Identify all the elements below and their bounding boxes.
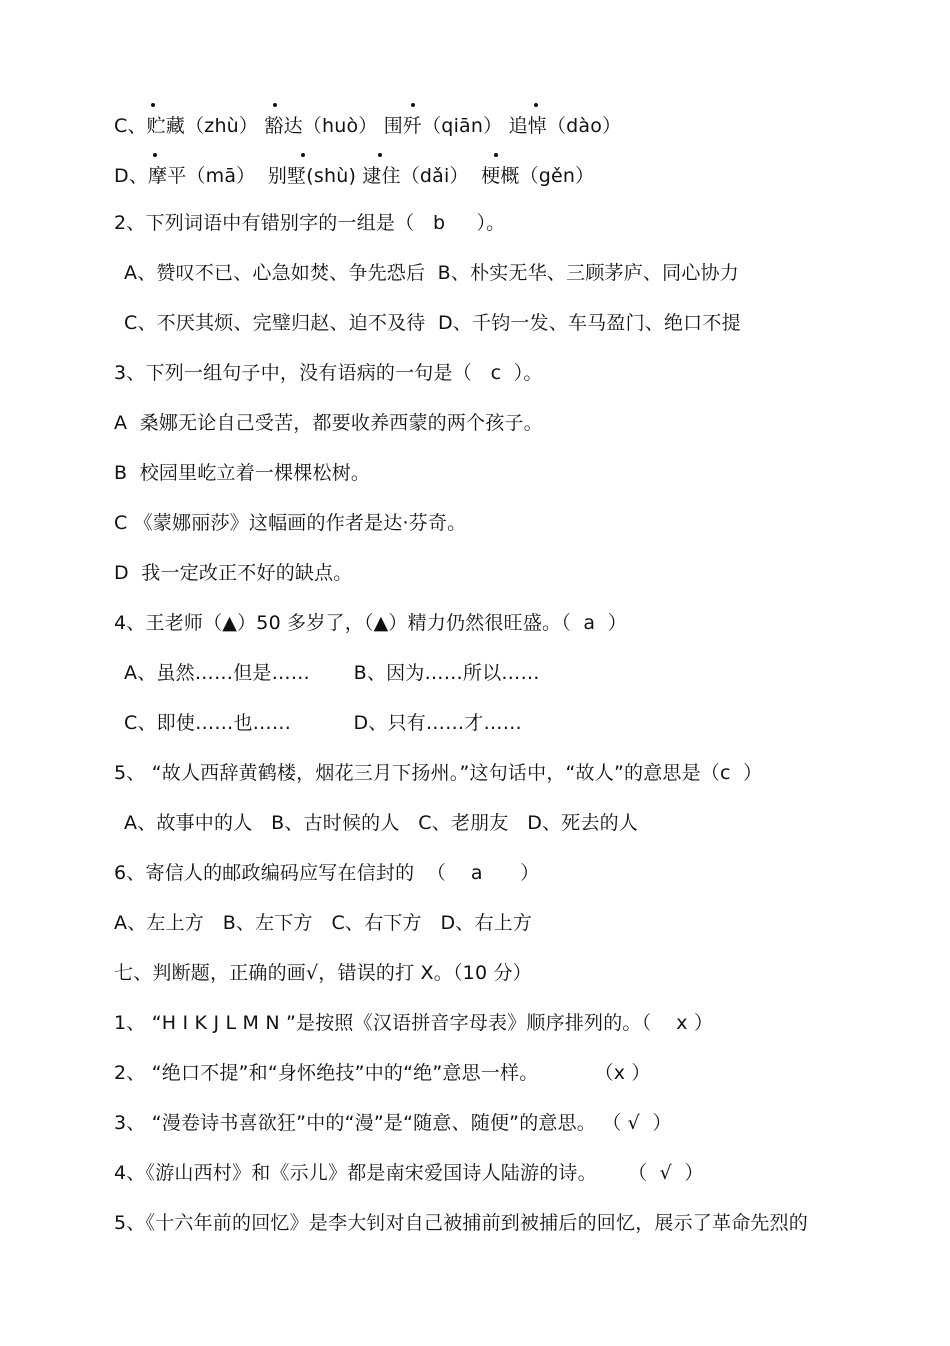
question-3-option-b: B 校园里屹立着一棵棵松树。 <box>114 462 371 484</box>
emphasis-dot <box>151 103 155 107</box>
question-4-options-cd: C、即使……也…… D、只有……才…… <box>124 712 522 734</box>
emphasis-dot <box>378 153 382 157</box>
emphasis-dot <box>273 103 277 107</box>
judge-item-5: 5、《十六年前的回忆》是李大钊对自己被捕前到被捕后的回忆，展示了革命先烈的 <box>114 1212 808 1234</box>
judge-item-3: 3、 “漫卷诗书喜欲狂”中的“漫”是“随意、随便”的意思。 （ √ ） <box>114 1112 672 1134</box>
question-3-option-c: C 《蒙娜丽莎》这幅画的作者是达·芬奇。 <box>114 512 467 534</box>
question-6-options: A、左上方 B、左下方 C、右下方 D、右上方 <box>114 912 533 934</box>
question-2-options-cd: C、不厌其烦、完璧归赵、迫不及待 D、千钧一发、车马盈门、绝口不提 <box>124 312 741 334</box>
option-d-pinyin: D、摩平（mā） 别墅(shù) 逮住（dǎi） 梗概（gěn） <box>114 165 595 187</box>
question-5-options: A、故事中的人 B、古时候的人 C、老朋友 D、死去的人 <box>124 812 639 834</box>
judge-item-4: 4、《游山西村》和《示儿》都是南宋爱国诗人陆游的诗。 （ √ ） <box>114 1162 704 1184</box>
emphasis-dot <box>494 153 498 157</box>
question-3-option-d: D 我一定改正不好的缺点。 <box>114 562 353 584</box>
judge-item-2: 2、 “绝口不提”和“身怀绝技”中的“绝”意思一样。 （x ） <box>114 1062 651 1084</box>
question-2-options-ab: A、赞叹不已、心急如焚、争先恐后 B、朴实无华、三顾茅庐、同心协力 <box>124 262 739 284</box>
emphasis-dot <box>534 103 538 107</box>
emphasis-dot <box>153 153 157 157</box>
question-5: 5、 “故人西辞黄鹤楼，烟花三月下扬州。”这句话中，“故人”的意思是（c ） <box>114 762 763 784</box>
question-3-option-a: A 桑娜无论自己受苦，都要收养西蒙的两个孩子。 <box>114 412 543 434</box>
question-3: 3、下列一组句子中，没有语病的一句是（ c ）。 <box>114 362 543 384</box>
question-2: 2、下列词语中有错别字的一组是（ b ）。 <box>114 212 506 234</box>
question-4-options-ab: A、虽然……但是…… B、因为……所以…… <box>124 662 540 684</box>
emphasis-dot <box>301 153 305 157</box>
option-c-pinyin: C、贮藏（zhù） 豁达（huò） 围歼（qiān） 追悼（dào） <box>114 115 622 137</box>
emphasis-dot <box>411 103 415 107</box>
question-4: 4、王老师（▲）50 多岁了，（▲）精力仍然很旺盛。（ a ） <box>114 612 627 634</box>
question-6: 6、寄信人的邮政编码应写在信封的 （ a ） <box>114 862 540 884</box>
section-7-heading: 七、判断题，正确的画√，错误的打 X。（10 分） <box>114 962 532 984</box>
judge-item-1: 1、 “H I K J L M N ”是按照《汉语拼音字母表》顺序排列的。（ x ） <box>114 1012 714 1034</box>
